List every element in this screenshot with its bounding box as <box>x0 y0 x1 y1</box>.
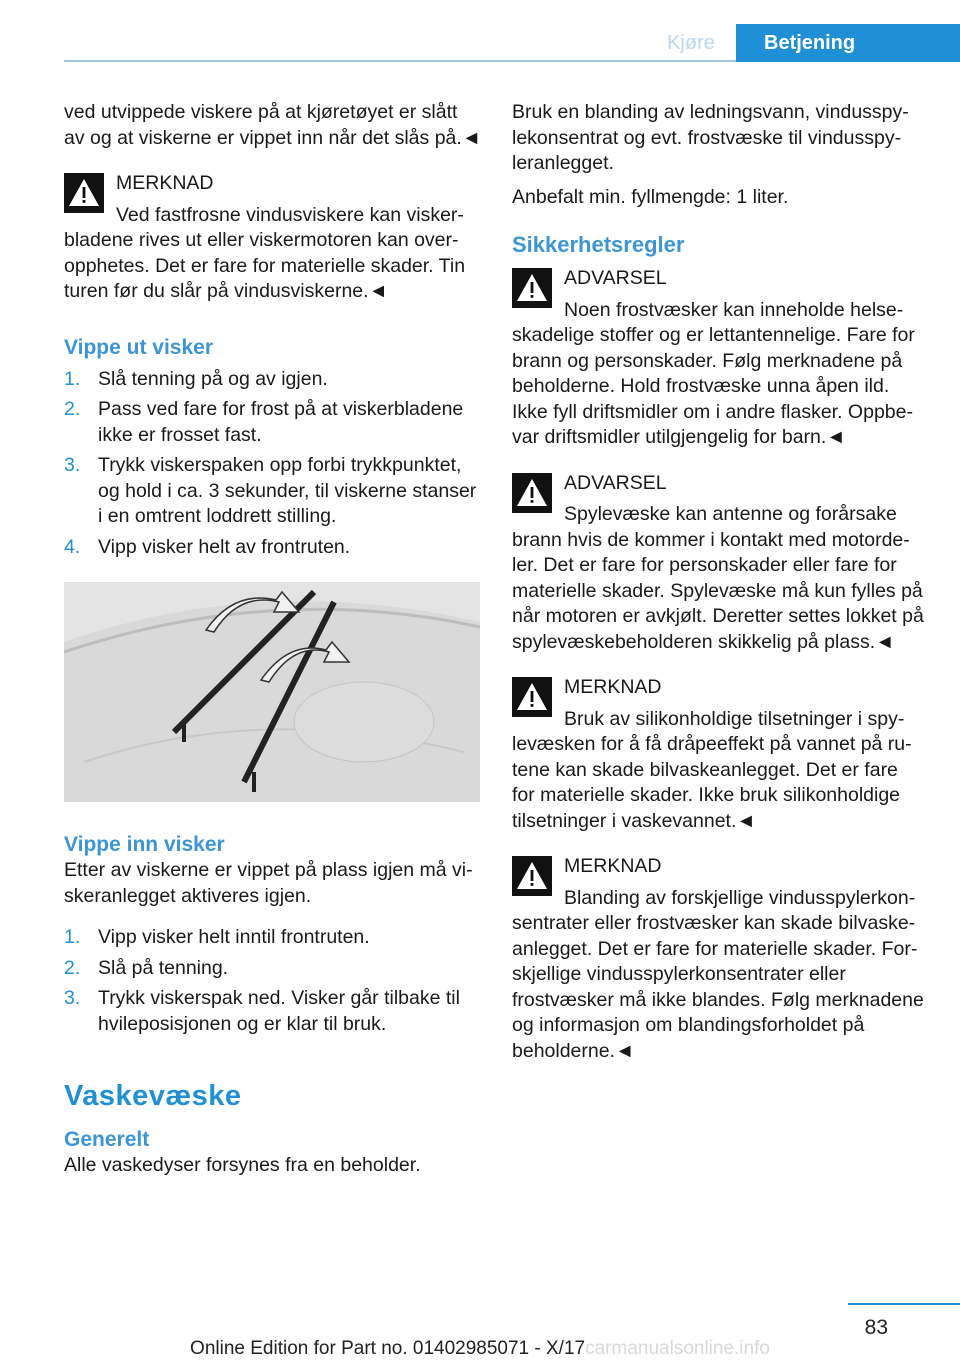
note-kind: MERKNAD <box>116 172 214 194</box>
tab-kjore[interactable]: Kjøre <box>667 32 715 54</box>
page-number: 83 <box>864 1316 888 1339</box>
warning-triangle-icon <box>64 173 104 213</box>
warning-triangle-icon <box>512 677 552 717</box>
footer-edition <box>0 1338 960 1360</box>
note-text: Blanding av forskjellige vindusspylerkonsentrater eller frostvæsker kan skade bilvaskeanlegget. Det er fare for materielle skader. Forskjellige vindusspylerkonsentrater eller frostvæsker må ikke blandes. Følg merknadene og informasjon om blandingsforholdet på beholderne.◄ <box>512 886 924 1062</box>
warning-triangle-icon <box>512 473 552 513</box>
heading-vippe-inn: Vippe inn visker <box>64 833 225 856</box>
note-kind: ADVARSEL <box>564 267 667 289</box>
note-text: Noen frostvæsker kan inneholde helseskadelige stoffer og er lettantennelige. Fare for brann og personskader. Følg merknadene på beholderne. Hold frostvæske unna åpen ild. Ikke fyll driftsmidler om i andre flasker. Oppbevar driftsmidler utilgjengelig for barn.◄ <box>512 298 915 448</box>
tab-betjening[interactable]: Betjening <box>736 24 960 62</box>
note-advarsel <box>512 266 926 451</box>
mix-text: Bruk en blanding av ledningsvann, vindusspylekonsentrat og evt. frostvæske til vindusspyleranlegget. <box>512 101 909 174</box>
list-item: 1. Vipp visker helt inntil frontruten. <box>64 926 370 948</box>
edition-text: Online Edition for Part no. 01402985071 - X/17 <box>190 1338 586 1359</box>
warning-triangle-icon <box>512 268 552 308</box>
fill-amount-text: Anbefalt min. fyllmengde: 1 liter. <box>512 185 789 208</box>
note-kind: ADVARSEL <box>564 471 667 494</box>
note-advarsel <box>512 471 926 656</box>
heading-vippe-ut: Vippe ut visker <box>64 335 214 359</box>
vippe-inn-text: Etter av viskerne er vippet på plass igjen må viskeranlegget aktiveres igjen. <box>64 859 473 907</box>
warning-triangle-icon <box>512 856 552 896</box>
right-column <box>512 100 926 1064</box>
note-text: Ved fastfrosne vindusviskere kan viskerbladene rives ut eller viskermotoren kan overopphetes. Det er fare for materielle skader. Tin turen før du slår på vindusviskerne.◄ <box>64 203 466 302</box>
note-merknad <box>64 171 482 305</box>
list-item: 2. Pass ved fare for frost på at viskerbladene ikke er frosset fast. <box>64 398 464 446</box>
note-text: Spylevæske kan antenne og forårsake brann hvis de kommer i kontakt med motordeler. Det er fare for personskader eller fare for materielle skader. Spylevæske må kun fylles på når motoren er avkjølt. Deretter settes lokket på spylevæskebeholderen skikkelig på plass.◄ <box>512 503 924 653</box>
heading-generelt: Generelt <box>64 1128 150 1151</box>
left-column <box>64 100 482 1179</box>
note-merknad <box>512 675 926 834</box>
note-kind: MERKNAD <box>564 676 662 698</box>
footer-rule <box>848 1303 960 1305</box>
list-item: 3. Trykk viskerspaken opp forbi trykkpunktet, og hold i ca. 3 sekunder, til viskerne stanser i en omtrent loddrett stilling. <box>64 454 477 527</box>
list-item: 2. Slå på tenning. <box>64 956 229 979</box>
note-kind: MERKNAD <box>564 855 662 877</box>
list-item: 4. Vipp visker helt av frontruten. <box>64 535 351 558</box>
list-item: 3. Trykk viskerspak ned. Visker går tilbake til hvileposisjonen og er klar til bruk. <box>64 987 460 1035</box>
watermark-text: carmanualsonline.info <box>585 1338 770 1359</box>
heading-vaskevaeske: Vaskevæske <box>64 1080 242 1112</box>
note-text: Bruk av silikonholdige tilsetninger i spylevæsken for å få dråpeeffekt på vannet på rutene kan skade bilvaskeanlegget. Det er fare for materielle skader. Ikke bruk silikonholdige tilsetninger i vaskevannet.◄ <box>512 707 912 832</box>
list-item: 1. Slå tenning på og av igjen. <box>64 367 328 390</box>
heading-sikkerhetsregler: Sikkerhetsregler <box>512 232 685 257</box>
generelt-text: Alle vaskedyser forsynes fra en beholder. <box>64 1154 421 1176</box>
intro-text: ved utvippede viskere på at kjøretøyet er slått av og at viskerne er vippet inn når det slås på.◄ <box>64 101 482 149</box>
wiper-illustration <box>64 582 480 802</box>
note-merknad <box>512 854 926 1064</box>
steps-vippe-inn <box>64 925 482 1037</box>
steps-vippe-ut <box>64 367 482 561</box>
